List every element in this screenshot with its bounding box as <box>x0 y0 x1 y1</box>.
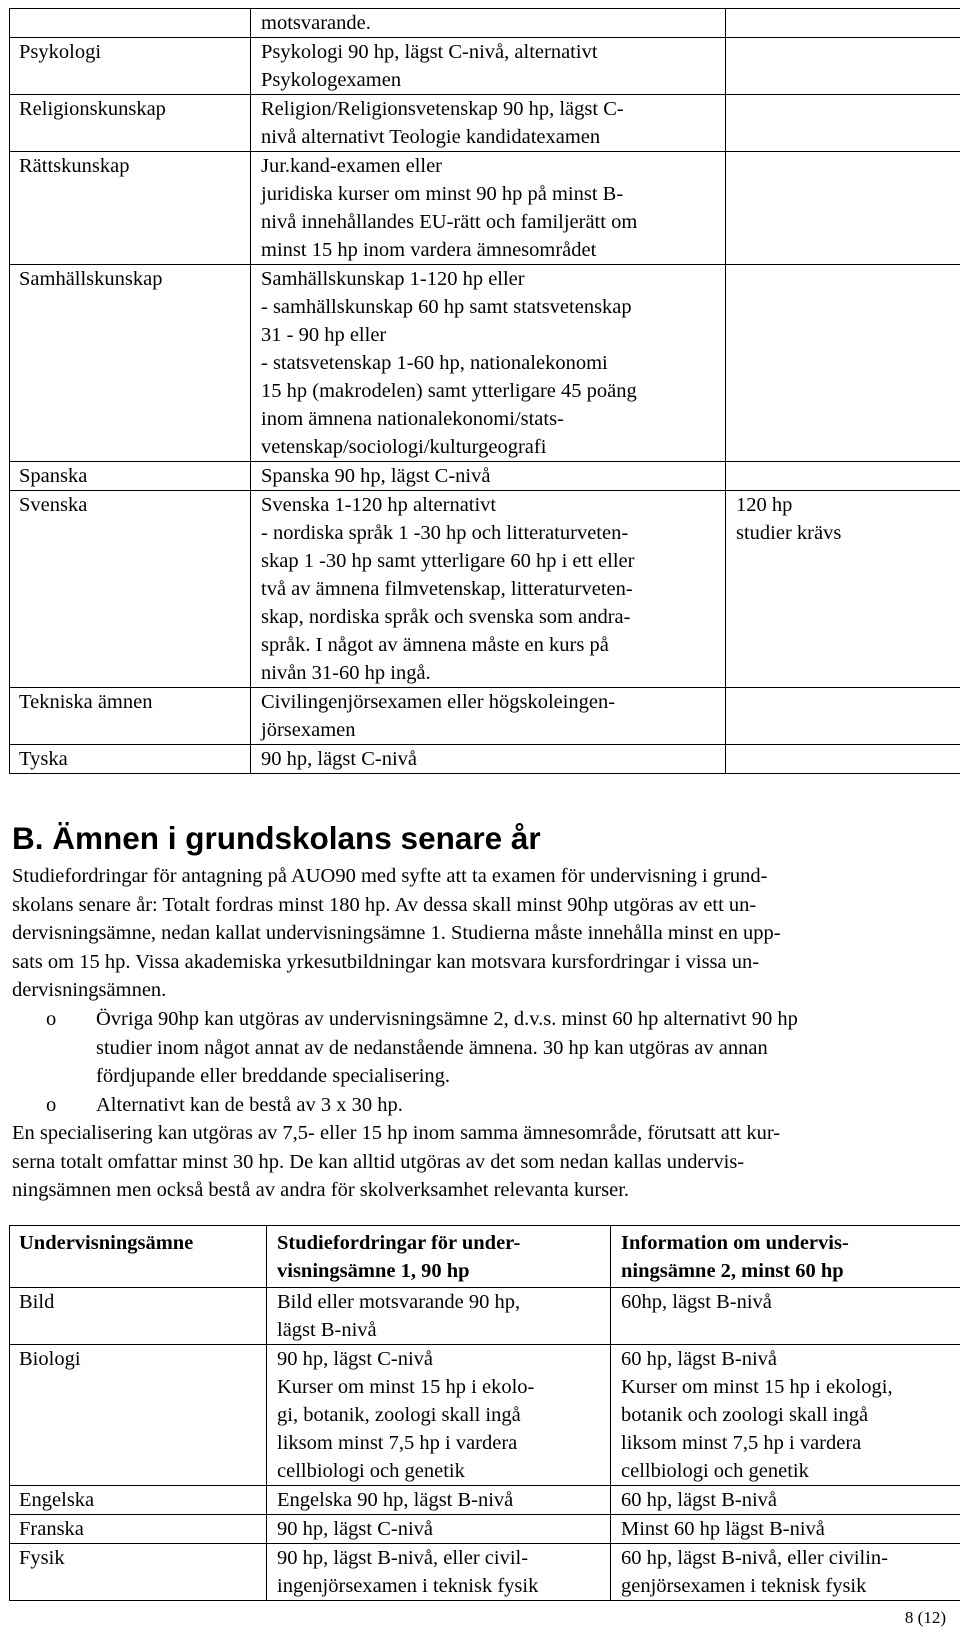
note-cell <box>726 745 960 774</box>
requirement-cell <box>251 95 726 152</box>
table-row <box>10 95 960 152</box>
requirement-cell <box>251 152 726 265</box>
intro-line: skolans senare år: Totalt fordras minst 180 hp. Av dessa skall minst 90hp utgöras av ett un- <box>12 893 757 916</box>
subject-cell <box>10 1288 267 1345</box>
subject-cell <box>10 38 251 95</box>
list-item-line: studier inom något annat av de nedanstående ämnena. 30 hp kan utgöras av annan <box>96 1036 768 1059</box>
list-item-line: Övriga 90hp kan utgöras av undervisningsämne 2, d.v.s. minst 60 hp alternativt 90 hp <box>96 1008 798 1030</box>
requirement-1-cell <box>267 1288 611 1345</box>
subject-cell <box>10 9 251 38</box>
requirement-1-cell-line: cellbiologi och genetik <box>277 1460 465 1482</box>
specialisation-line: serna totalt omfattar minst 30 hp. De kan alltid utgöras av det som nedan kallas undervis- <box>12 1150 745 1173</box>
note-cell-line: 120 hp <box>736 494 793 516</box>
note-cell-line: studier krävs <box>736 522 842 544</box>
subject-cell <box>10 1544 267 1601</box>
requirement-cell-line: nivån 31-60 hp ingå. <box>261 662 431 684</box>
requirement-cell-line: två av ämnena filmvetenskap, litteraturveten- <box>261 578 633 600</box>
requirement-1-cell-line: 90 hp, lägst C-nivå <box>277 1348 434 1370</box>
requirement-1-cell-line: lägst B-nivå <box>277 1319 377 1341</box>
requirement-2-cell-line: botanik och zoologi skall ingå <box>621 1404 869 1426</box>
table-row <box>10 265 960 462</box>
column-header <box>267 1226 611 1288</box>
bullet-list <box>12 1005 798 1119</box>
requirement-cell-line: juridiska kurser om minst 90 hp på minst B- <box>261 183 624 205</box>
requirement-2-cell <box>611 1486 960 1515</box>
intro-line: dervisningsämne, nedan kallat undervisningsämne 1. Studierna måste innehålla minst en upp- <box>12 922 781 945</box>
requirement-cell-line: - nordiska språk 1 -30 hp och litteraturveten- <box>261 522 629 544</box>
requirement-2-cell-line: Kurser om minst 15 hp i ekologi, <box>621 1376 893 1398</box>
subject-cell <box>10 1345 267 1486</box>
column-header <box>10 1226 267 1288</box>
subject-cell-line: Tekniska ämnen <box>19 691 153 713</box>
note-cell <box>726 9 960 38</box>
column-header <box>611 1226 960 1288</box>
table-row <box>10 1515 960 1544</box>
table-header-row <box>10 1226 960 1288</box>
requirement-cell <box>251 38 726 95</box>
requirement-2-cell-line: genjörsexamen i teknisk fysik <box>621 1575 867 1597</box>
note-cell <box>726 152 960 265</box>
note-cell-line <box>736 9 960 37</box>
requirement-cell-line: Religion/Religionsvetenskap 90 hp, lägst C- <box>261 98 624 120</box>
requirement-1-cell-line: gi, botanik, zoologi skall ingå <box>277 1404 521 1426</box>
requirement-cell <box>251 491 726 688</box>
subject-cell-line: Bild <box>19 1291 55 1313</box>
list-item-line: Alternativt kan de bestå av 3 x 30 hp. <box>96 1093 403 1116</box>
table-row <box>10 38 960 95</box>
requirement-cell-line: - samhällskunskap 60 hp samt statsvetenskap <box>261 296 632 318</box>
subject-cell <box>10 152 251 265</box>
subject-cell-line: Svenska <box>19 494 88 516</box>
note-cell <box>726 265 960 462</box>
subject-requirements-table-b <box>9 1225 960 1601</box>
requirement-2-cell-line: cellbiologi och genetik <box>621 1460 809 1482</box>
subject-cell-line: Rättskunskap <box>19 155 130 177</box>
requirement-cell-line: minst 15 hp inom vardera ämnesområdet <box>261 239 597 261</box>
intro-line: Studiefordringar för antagning på AUO90 med syfte att ta examen för undervisning i grund- <box>12 865 768 887</box>
requirement-2-cell-line: 60 hp, lägst B-nivå <box>621 1489 778 1511</box>
subject-cell <box>10 688 251 745</box>
requirement-2-cell <box>611 1544 960 1601</box>
requirement-2-cell-line: Minst 60 hp lägst B-nivå <box>621 1518 825 1540</box>
subject-cell-line: Spanska <box>19 465 88 487</box>
requirement-1-cell <box>267 1345 611 1486</box>
requirement-cell-line: nivå alternativt Teologie kandidatexamen <box>261 126 601 148</box>
table-row <box>10 491 960 688</box>
table-row <box>10 688 960 745</box>
requirement-2-cell <box>611 1515 960 1544</box>
requirement-cell-line: 31 - 90 hp eller <box>261 324 387 346</box>
table-row <box>10 9 960 38</box>
requirement-cell-line: skap, nordiska språk och svenska som andra- <box>261 606 631 628</box>
requirement-cell-line: Svenska 1-120 hp alternativt <box>261 494 497 516</box>
requirement-cell-line: inom ämnena nationalekonomi/stats- <box>261 408 564 430</box>
column-header-line: Undervisningsämne <box>19 1232 194 1254</box>
subject-cell-line <box>19 9 250 37</box>
intro-line: dervisningsämnen. <box>12 979 167 1002</box>
requirement-2-cell-line: 60hp, lägst B-nivå <box>621 1291 772 1313</box>
bullet-marker: o <box>46 1093 57 1116</box>
column-header-line: visningsämne 1, 90 hp <box>277 1260 470 1282</box>
subject-cell-line: Engelska <box>19 1489 95 1511</box>
subject-cell <box>10 1486 267 1515</box>
column-header-line: ningsämne 2, minst 60 hp <box>621 1260 844 1282</box>
section-heading: B. Ämnen i grundskolans senare år <box>12 820 541 856</box>
table-row <box>10 1345 960 1486</box>
specialisation-line: En specialisering kan utgöras av 7,5- eller 15 hp inom samma ämnesområde, förutsatt att kur- <box>12 1122 781 1144</box>
requirement-cell-line: språk. I något av ämnena måste en kurs på <box>261 634 609 656</box>
subject-cell <box>10 95 251 152</box>
subject-cell <box>10 462 251 491</box>
table-row <box>10 152 960 265</box>
subject-requirements-table-a <box>9 8 960 774</box>
table-row <box>10 745 960 774</box>
requirement-cell-line: - statsvetenskap 1-60 hp, nationalekonomi <box>261 352 608 374</box>
specialisation-line: ningsämnen men också bestå av andra för skolverksamhet relevanta kurser. <box>12 1179 630 1202</box>
subject-cell-line: Biologi <box>19 1348 81 1370</box>
requirement-cell-line: motsvarande. <box>261 12 371 34</box>
requirement-1-cell-line: Engelska 90 hp, lägst B-nivå <box>277 1489 514 1511</box>
requirement-1-cell-line: Kurser om minst 15 hp i ekolo- <box>277 1376 535 1398</box>
subject-cell <box>10 1515 267 1544</box>
note-cell <box>726 462 960 491</box>
subject-cell-line: Tyska <box>19 748 68 770</box>
requirement-1-cell-line: ingenjörsexamen i teknisk fysik <box>277 1575 539 1597</box>
requirement-cell-line: skap 1 -30 hp samt ytterligare 60 hp i ett eller <box>261 550 635 572</box>
requirement-cell-line: nivå innehållandes EU-rätt och familjerätt om <box>261 211 638 233</box>
bullet-marker: o <box>46 1008 57 1030</box>
table-row <box>10 1544 960 1601</box>
column-header-line: Information om undervis- <box>621 1232 849 1254</box>
requirement-cell-line: 90 hp, lägst C-nivå <box>261 748 418 770</box>
note-cell-line <box>736 152 960 180</box>
subject-cell-line: Samhällskunskap <box>19 268 163 290</box>
requirement-cell <box>251 462 726 491</box>
requirement-cell-line: jörsexamen <box>261 719 356 741</box>
subject-cell <box>10 491 251 688</box>
note-cell-line <box>736 688 960 716</box>
requirement-1-cell-line: liksom minst 7,5 hp i vardera <box>277 1432 518 1454</box>
requirement-2-cell <box>611 1288 960 1345</box>
requirement-2-cell <box>611 1345 960 1486</box>
intro-line: sats om 15 hp. Vissa akademiska yrkesutbildningar kan motsvara kursfordringar i vissa un- <box>12 950 760 973</box>
note-cell <box>726 491 960 688</box>
requirement-2-cell-line: 60 hp, lägst B-nivå, eller civilin- <box>621 1547 889 1569</box>
requirement-1-cell <box>267 1544 611 1601</box>
table-row <box>10 1486 960 1515</box>
requirement-2-cell-line: 60 hp, lägst B-nivå <box>621 1348 778 1370</box>
requirement-cell-line: Spanska 90 hp, lägst C-nivå <box>261 465 491 487</box>
page-number: 8 (12) <box>904 1608 946 1627</box>
requirement-cell-line: Samhällskunskap 1-120 hp eller <box>261 268 525 290</box>
note-cell-line <box>736 265 960 293</box>
requirement-cell <box>251 688 726 745</box>
note-cell <box>726 688 960 745</box>
requirement-cell-line: Jur.kand-examen eller <box>261 155 443 177</box>
note-cell <box>726 95 960 152</box>
requirement-cell-line: Psykologi 90 hp, lägst C-nivå, alternativt <box>261 41 598 63</box>
specialisation-paragraph <box>12 1119 780 1205</box>
requirement-1-cell-line: 90 hp, lägst C-nivå <box>277 1518 434 1540</box>
requirement-1-cell-line: Bild eller motsvarande 90 hp, <box>277 1291 521 1313</box>
note-cell-line <box>736 745 960 773</box>
table-row <box>10 1288 960 1345</box>
list-item <box>12 1005 798 1091</box>
requirement-cell <box>251 9 726 38</box>
list-item-line: fördjupande eller breddande specialisering. <box>96 1065 451 1088</box>
note-cell-line <box>736 462 960 490</box>
list-item <box>12 1091 798 1120</box>
note-cell-line <box>736 38 960 66</box>
requirement-1-cell <box>267 1515 611 1544</box>
subject-cell-line: Franska <box>19 1518 84 1540</box>
intro-paragraph <box>12 862 781 1005</box>
requirement-cell-line: Civilingenjörsexamen eller högskoleingen- <box>261 691 616 713</box>
note-cell <box>726 38 960 95</box>
requirement-1-cell <box>267 1486 611 1515</box>
requirement-cell <box>251 265 726 462</box>
requirement-cell <box>251 745 726 774</box>
table-row <box>10 462 960 491</box>
requirement-cell-line: vetenskap/sociologi/kulturgeografi <box>261 436 547 458</box>
subject-cell <box>10 265 251 462</box>
column-header-line: Studiefordringar för under- <box>277 1232 521 1254</box>
requirement-cell-line: 15 hp (makrodelen) samt ytterligare 45 poäng <box>261 380 637 402</box>
subject-cell <box>10 745 251 774</box>
subject-cell-line: Psykologi <box>19 41 102 63</box>
subject-cell-line: Fysik <box>19 1547 65 1569</box>
requirement-2-cell-line: liksom minst 7,5 hp i vardera <box>621 1432 862 1454</box>
requirement-cell-line: Psykologexamen <box>261 69 402 91</box>
subject-cell-line: Religionskunskap <box>19 98 166 120</box>
note-cell-line <box>736 95 960 123</box>
requirement-1-cell-line: 90 hp, lägst B-nivå, eller civil- <box>277 1547 529 1569</box>
